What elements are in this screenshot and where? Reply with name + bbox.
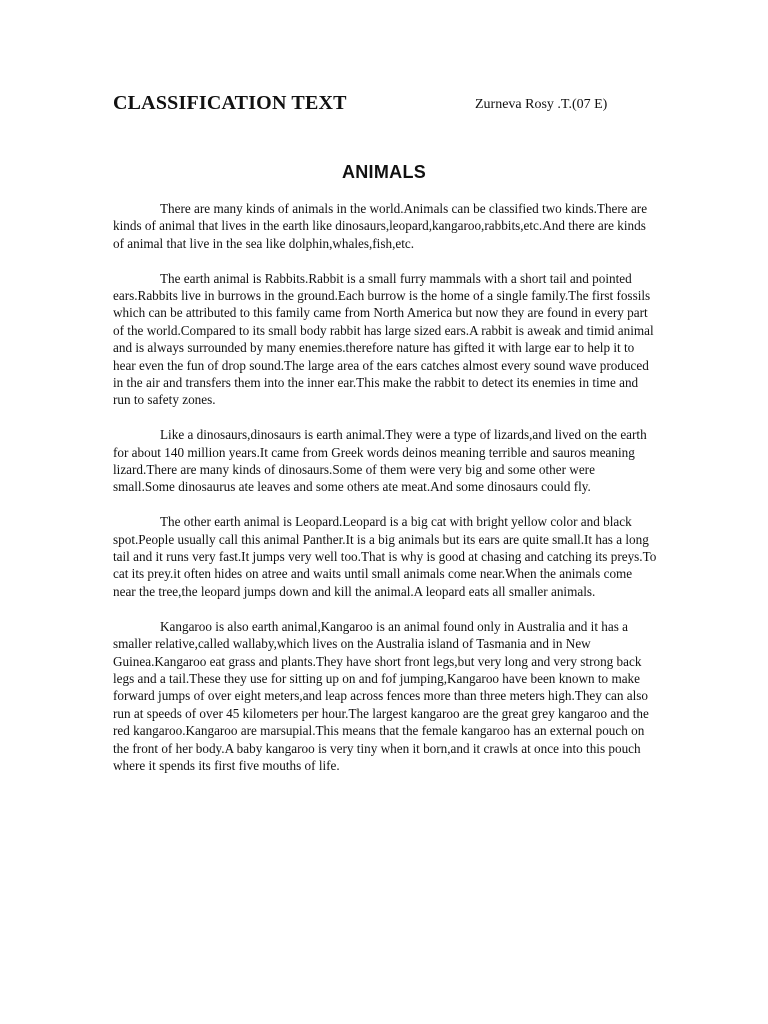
paragraph-rabbits: The earth animal is Rabbits.Rabbit is a small furry mammals with a short tail and pointed ears.Rabbits live in burrows in the ground.Each burrow is the home of a single family.The first fossils which can be attributed to this family came from North America but now they are found in every part of the world.Compared to its small body rabbit has large sized ears.A rabbit is aweak and timid animal and is always surrounded by many enemies.therefore nature has gifted it with large ear to help it to hear even the fun of drop sound.The large area of the ears catches almost every sound wave produced in the air and transfers them into the inner ear.This make the rabbit to detect its enemies in time and run to safety zones. <box>113 270 654 408</box>
section-heading: ANIMALS <box>341 162 427 182</box>
paragraph-intro: There are many kinds of animals in the world.Animals can be classified two kinds.There are kinds of animal that lives in the earth like dinosaurs,leopard,kangaroo,rabbits,etc.And there are kinds of animal that live in the sea like dolphin,whales,fish,etc. <box>113 201 648 251</box>
document-body <box>113 200 658 792</box>
author-name: Zurneva Rosy .T.(07 E) <box>475 97 608 112</box>
document-header <box>113 92 673 118</box>
paragraph-dinosaurs: Like a dinosaurs,dinosaurs is earth animal.They were a type of lizards,and lived on the earth for about 140 million years.It came from Greek words deinos meaning terrible and sauros meaning lizard.There are many kinds of dinosaurs.Some of them were very big and some other were small.Some dinosaurus ate leaves and some others ate meat.And some dinosaurs could fly. <box>113 427 647 495</box>
document-title: CLASSIFICATION TEXT <box>113 92 347 114</box>
paragraph-leopard: The other earth animal is Leopard.Leopard is a big cat with bright yellow color and black spot.People usually call this animal Panther.It is a big animals but its ears are quite small.It has a long tail and it runs very fast.It jumps very well too.That is why is good at chasing and catching its preys.To cat its prey.it often hides on atree and waits until small animals come near.When the animals come near the tree,the leopard jumps down and kill the animal.A leopard eats all smaller animals. <box>113 514 657 599</box>
paragraph-kangaroo: Kangaroo is also earth animal,Kangaroo is an animal found only in Australia and it has a smaller relative,called wallaby,which lives on the Australia island of Tasmania and in New Guinea.Kangaroo eat grass and plants.They have short front legs,but very long and very strong back legs and a tail.These they use for sitting up on and fof jumping,Kangaroo have been known to make forward jumps of over eight meters,and leap across fences more than three meters high.They can also run at speeds of over 45 kilometers per hour.The largest kangaroo are the great grey kangaroo and the red kangaroo.Kangaroo are marsupial.This means that the female kangaroo has an external pouch on the front of her body.A baby kangaroo is very tiny when it born,and it crawls at once into this pouch where it spends its first five mouths of life. <box>113 618 649 773</box>
